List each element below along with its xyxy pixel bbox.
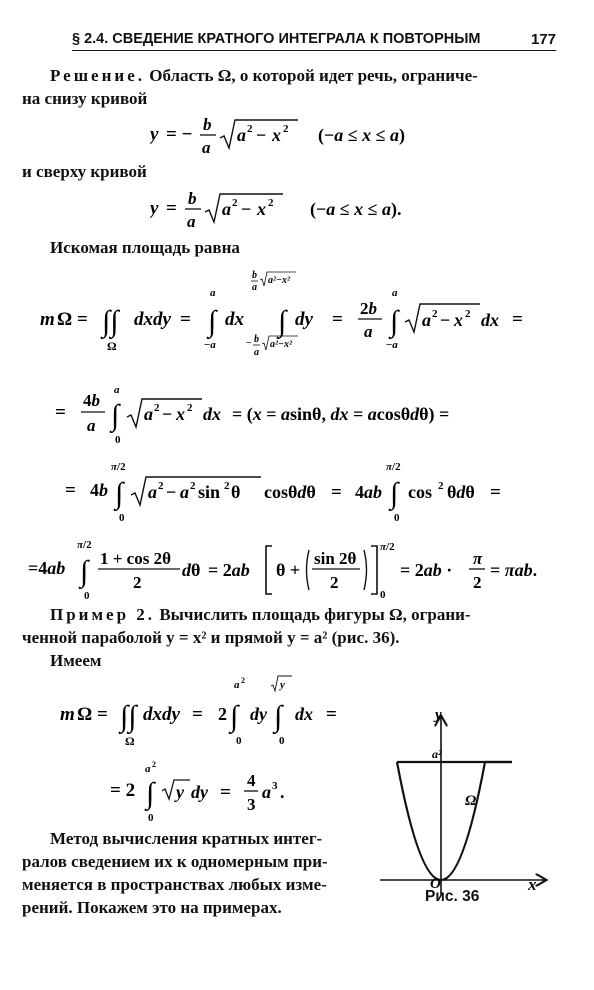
svg-text:Ω =: Ω =	[57, 309, 88, 330]
svg-text:∫: ∫	[111, 399, 120, 432]
method-line-2: ралов сведением их к одномерным при-	[22, 852, 328, 871]
svg-text:a: a	[202, 138, 211, 157]
svg-text:a: a	[114, 384, 120, 396]
svg-text:∫: ∫	[115, 477, 124, 510]
substitution-formula	[55, 380, 535, 450]
svg-text:Ω: Ω	[107, 339, 117, 353]
svg-text:4b: 4b	[83, 391, 100, 410]
svg-text:0: 0	[380, 589, 386, 601]
svg-text:dx: dx	[203, 404, 221, 424]
svg-text:cos: cos	[408, 482, 432, 502]
svg-text:2: 2	[283, 123, 289, 135]
svg-text:0: 0	[84, 590, 90, 602]
svg-text:2: 2	[152, 760, 156, 769]
svg-text:4ab: 4ab	[355, 482, 382, 502]
svg-text:cosθdθ: cosθdθ	[264, 482, 316, 502]
svg-text:a: a	[234, 679, 240, 691]
svg-text:2: 2	[438, 480, 444, 492]
svg-text:dθ: dθ	[182, 560, 201, 580]
svg-text:dy: dy	[250, 704, 267, 724]
svg-text:a: a	[422, 310, 431, 330]
svg-text:∫: ∫	[278, 305, 287, 338]
svg-text:a: a	[252, 282, 257, 293]
svg-text:sin 2θ: sin 2θ	[314, 549, 357, 568]
svg-text:a: a	[262, 782, 271, 802]
svg-text:sin: sin	[198, 482, 221, 502]
section-title: § 2.4. СВЕДЕНИЕ КРАТНОГО ИНТЕГРАЛА К ПОВТОРНЫМ	[72, 31, 481, 47]
svg-text:π: π	[473, 549, 483, 568]
method-line-3: меняется в пространствах любых изме-	[22, 875, 327, 894]
parabola-result-formula	[110, 758, 350, 828]
svg-text:2: 2	[187, 402, 193, 414]
example-line-1: Вычислить площадь фигуры Ω, ограни-	[155, 605, 471, 624]
svg-text:2: 2	[190, 480, 196, 492]
svg-text:=: =	[331, 482, 342, 503]
svg-text:∫: ∫	[390, 305, 399, 338]
svg-text:∫: ∫	[80, 555, 89, 588]
svg-text:a: a	[144, 404, 153, 424]
svg-text:−: −	[162, 404, 173, 424]
svg-text:= πab.: = πab.	[490, 560, 538, 580]
svg-text:b: b	[203, 115, 212, 134]
svg-text:−a: −a	[204, 339, 216, 351]
solution-line-2: на снизу кривой	[22, 89, 148, 108]
svg-text:2: 2	[330, 573, 339, 592]
svg-text:= 2: = 2	[110, 780, 136, 801]
svg-text:3: 3	[247, 795, 256, 814]
svg-text:−: −	[241, 199, 252, 219]
svg-text:2: 2	[268, 197, 274, 209]
svg-text:0: 0	[119, 512, 125, 524]
svg-text:−: −	[440, 310, 451, 330]
svg-text:m: m	[40, 309, 55, 330]
svg-text:2: 2	[158, 480, 164, 492]
area-intro: Искомая площадь равна	[50, 238, 240, 257]
svg-text:=: =	[55, 402, 66, 423]
svg-text:a: a	[187, 212, 196, 231]
lower-curve-formula	[150, 108, 450, 160]
svg-text:(−a ≤ x ≤ a): (−a ≤ x ≤ a)	[318, 125, 406, 145]
svg-text:∫: ∫	[274, 700, 283, 733]
svg-text:x: x	[454, 310, 463, 330]
svg-text:0: 0	[115, 434, 121, 446]
svg-text:a: a	[237, 125, 246, 145]
svg-text:0: 0	[148, 812, 154, 824]
trig-integral-formula	[65, 458, 525, 528]
svg-text:=: =	[512, 309, 523, 330]
svg-text:dx: dx	[295, 704, 313, 724]
svg-text:2: 2	[432, 308, 438, 320]
svg-text:−: −	[166, 482, 177, 502]
example-line-2: ченной параболой y = x² и прямой y = a² (рис. 36).	[22, 628, 400, 647]
svg-text:b: b	[254, 334, 259, 345]
have-text: Имеем	[50, 651, 102, 670]
svg-text:=: =	[332, 309, 343, 330]
svg-text:2: 2	[465, 308, 471, 320]
svg-text:dx: dx	[225, 309, 244, 330]
svg-text:−: −	[246, 338, 252, 349]
svg-text:=: =	[180, 309, 191, 330]
example-paragraph	[50, 603, 471, 626]
method-line-4: рений. Покажем это на примерах.	[22, 898, 282, 917]
region-label: Ω	[465, 793, 477, 809]
svg-text:∫: ∫	[230, 700, 239, 733]
svg-text:1 + cos 2θ: 1 + cos 2θ	[100, 549, 171, 568]
svg-text:2: 2	[473, 573, 482, 592]
svg-text:2: 2	[154, 402, 160, 414]
svg-text:=: =	[220, 782, 231, 803]
svg-text:2: 2	[247, 123, 253, 135]
svg-text:x: x	[176, 404, 185, 424]
svg-text:a: a	[210, 287, 216, 299]
above-text: и сверху кривой	[22, 162, 147, 181]
svg-text:Ω: Ω	[125, 734, 135, 748]
svg-text:a: a	[364, 322, 373, 341]
svg-text:4: 4	[247, 771, 256, 790]
svg-text:y: y	[280, 679, 285, 691]
svg-text:a: a	[145, 763, 151, 775]
svg-text:a: a	[392, 287, 398, 299]
solution-line-1: Область Ω, о которой идет речь, ограниче-	[145, 66, 478, 85]
svg-text:0: 0	[279, 735, 285, 747]
upper-curve-formula	[150, 182, 450, 234]
svg-text:x: x	[272, 125, 281, 145]
svg-text:a: a	[87, 416, 96, 435]
svg-text:0: 0	[394, 512, 400, 524]
svg-text:y: y	[150, 198, 159, 219]
svg-text:Ω =: Ω =	[77, 704, 108, 725]
svg-text:∫: ∫	[146, 777, 155, 810]
svg-text:y: y	[150, 124, 159, 145]
example-word: Пример 2.	[50, 605, 156, 624]
svg-text:b: b	[252, 270, 257, 281]
svg-text:a: a	[254, 347, 259, 358]
page-number: 177	[530, 31, 556, 48]
svg-text:π/2: π/2	[380, 541, 395, 553]
svg-text:=4ab: =4ab	[28, 558, 66, 578]
svg-text:π/2: π/2	[77, 539, 92, 551]
svg-text:x: x	[257, 199, 266, 219]
svg-text:a²−x²: a²−x²	[268, 275, 291, 286]
svg-text:a²−x²: a²−x²	[270, 339, 293, 350]
svg-text:= 2ab ·: = 2ab ·	[400, 560, 453, 580]
svg-text:2b: 2b	[360, 299, 377, 318]
svg-text:∫: ∫	[208, 305, 217, 338]
svg-text:π/2: π/2	[386, 461, 401, 473]
svg-text:(−a ≤ x ≤ a).: (−a ≤ x ≤ a).	[310, 199, 402, 219]
solution-word: Решение.	[50, 66, 145, 85]
svg-text:= 2ab: = 2ab	[208, 560, 250, 580]
svg-text:dy: dy	[191, 782, 208, 802]
parabola-integral-formula	[60, 672, 360, 752]
svg-text:a: a	[222, 199, 231, 219]
svg-text:=: =	[192, 704, 203, 725]
svg-text:dy: dy	[295, 309, 313, 330]
svg-text:−: −	[256, 125, 267, 145]
area-integral-formula	[40, 262, 560, 372]
x-axis-label: x	[528, 875, 537, 894]
y-axis-label: y	[435, 707, 442, 723]
svg-text:b: b	[188, 189, 197, 208]
svg-text:2: 2	[133, 573, 142, 592]
svg-text:=: =	[326, 704, 337, 725]
svg-text:∫∫: ∫∫	[120, 700, 137, 733]
svg-text:2: 2	[218, 704, 227, 724]
running-header	[72, 28, 556, 51]
svg-text:= −: = −	[166, 124, 193, 145]
figure-caption: Рис. 36	[425, 888, 480, 905]
svg-text:m: m	[60, 704, 75, 725]
method-line-1: Метод вычисления кратных интег-	[50, 829, 323, 848]
svg-text:y: y	[176, 782, 184, 802]
svg-text:π/2: π/2	[111, 461, 126, 473]
svg-text:∫∫: ∫∫	[102, 305, 119, 338]
level-label: a²	[432, 747, 442, 761]
final-evaluation-formula	[28, 536, 558, 606]
svg-text:a: a	[180, 482, 189, 502]
svg-text:θ +: θ +	[276, 560, 301, 580]
svg-text:.: .	[280, 782, 285, 802]
svg-text:θ: θ	[231, 482, 241, 502]
origin-label: O	[430, 876, 441, 892]
svg-text:4b: 4b	[90, 480, 108, 500]
svg-text:= (x = asinθ, dx = acosθdθ) =: = (x = asinθ, dx = acosθdθ) =	[232, 404, 450, 424]
svg-text:dx: dx	[481, 310, 499, 330]
svg-text:−a: −a	[386, 339, 398, 351]
svg-text:θdθ: θdθ	[447, 482, 475, 502]
solution-paragraph	[50, 64, 478, 87]
svg-text:dxdy: dxdy	[134, 309, 171, 330]
svg-text:=: =	[65, 480, 76, 501]
svg-text:a: a	[148, 482, 157, 502]
svg-text:3: 3	[272, 780, 278, 792]
svg-text:0: 0	[236, 735, 242, 747]
svg-text:2: 2	[241, 676, 245, 685]
svg-text:2: 2	[232, 197, 238, 209]
svg-text:∫: ∫	[390, 477, 399, 510]
svg-text:=: =	[490, 482, 501, 503]
svg-text:dxdy: dxdy	[143, 704, 180, 725]
svg-text:2: 2	[224, 480, 230, 492]
svg-text:=: =	[166, 198, 177, 219]
